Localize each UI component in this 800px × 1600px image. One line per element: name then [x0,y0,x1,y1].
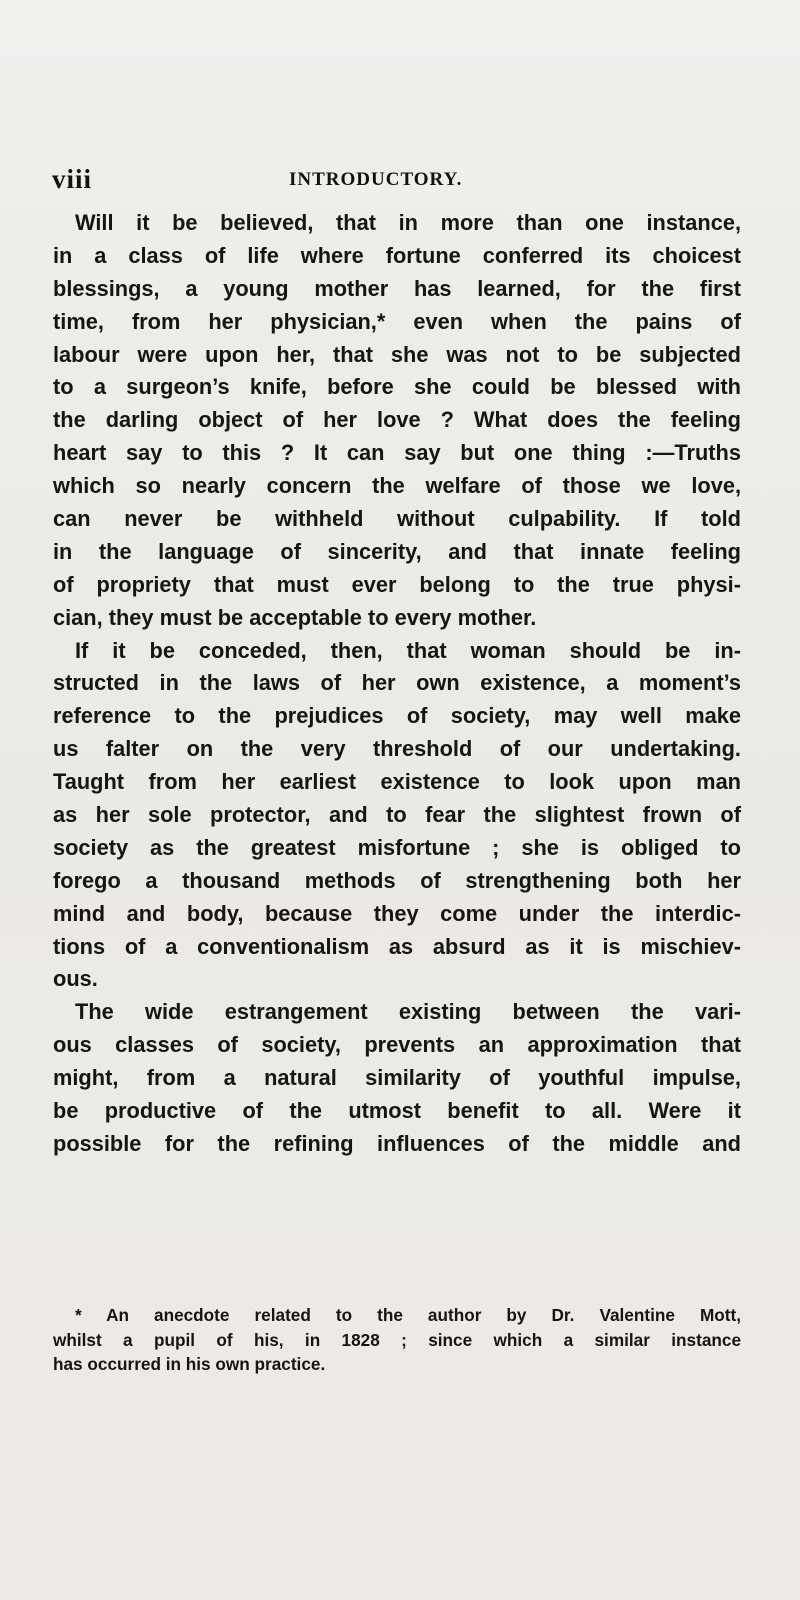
text-line: forego a thousand methods of strengthening both her [53,867,741,893]
text-line: reference to the prejudices of society, may well make [53,703,741,729]
page-number: viii [52,164,93,194]
text-line: labour were upon her, that she was not to be subjected [53,341,741,367]
text-line: ous classes of society, prevents an approximation that [53,1032,741,1058]
text-line: cian, they must be acceptable to every mother. [53,604,537,630]
text-line: the darling object of her love ? What does the feeling [53,407,741,433]
text-line: heart say to this ? It can say but one thing :—Truths [53,440,741,466]
running-head [52,164,742,194]
text-line: mind and body, because they come under the interdic- [53,900,741,926]
text-line: of propriety that must ever belong to the true physi- [53,571,741,597]
footnote-line: * An anecdote related to the author by Dr. Valentine Mott, [75,1305,741,1325]
text-line: Will it be believed, that in more than one instance, [75,210,741,235]
text-line: in the language of sincerity, and that innate feeling [53,538,741,564]
text-line: time, from her physician,* even when the pains of [53,308,741,334]
body-text [53,207,741,1161]
text-line: blessings, a young mother has learned, for the first [53,275,741,301]
footnote-line: has occurred in his own practice. [53,1354,326,1374]
footnote [53,1303,741,1377]
text-line: can never be withheld without culpability. If told [53,506,741,532]
text-line: which so nearly concern the welfare of those we love, [53,473,741,499]
text-line: might, from a natural similarity of youthful impulse, [53,1065,741,1091]
text-line: possible for the refining influences of the middle and [53,1130,741,1156]
text-line: in a class of life where fortune conferred its choicest [53,242,741,268]
text-line: to a surgeon’s knife, before she could be blessed with [53,374,741,400]
text-line: as her sole protector, and to fear the slightest frown of [53,802,741,828]
text-line: society as the greatest misfortune ; she is obliged to [53,834,741,860]
text-line: ous. [53,966,98,992]
text-line: Taught from her earliest existence to look upon man [53,769,741,795]
running-head-title: INTRODUCTORY. [289,169,463,190]
text-line: be productive of the utmost benefit to all. Were it [53,1098,741,1124]
text-line: tions of a conventionalism as absurd as it is mischiev- [53,933,741,959]
text-line: us falter on the very threshold of our undertaking. [53,736,741,762]
footnote-line: whilst a pupil of his, in 1828 ; since which a similar instance [53,1329,741,1350]
text-line: If it be conceded, then, that woman should be in- [75,637,741,663]
text-line: structed in the laws of her own existence, a moment’s [53,670,741,696]
text-line: The wide estrangement existing between the vari- [75,999,741,1025]
